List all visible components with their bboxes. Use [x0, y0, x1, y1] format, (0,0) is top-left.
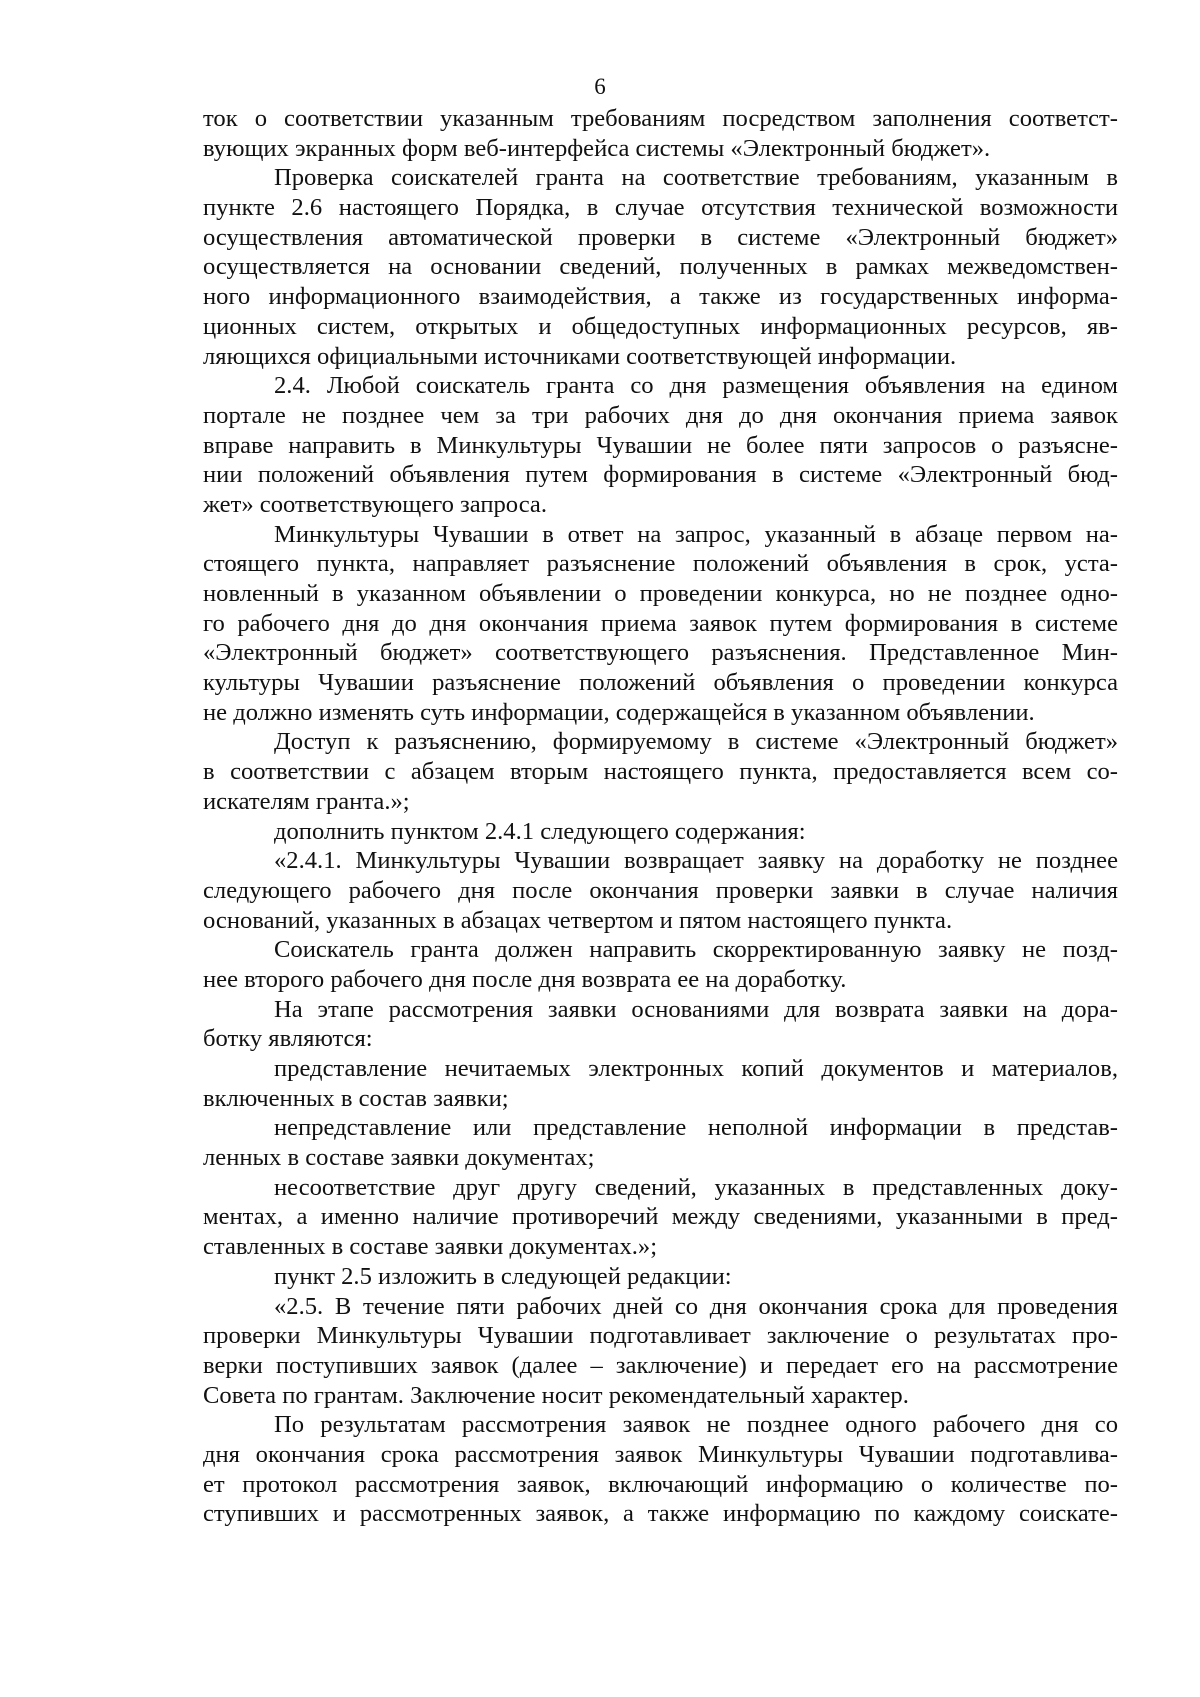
paragraph	[203, 520, 1118, 728]
paragraph	[203, 846, 1118, 935]
text-line: На этапе рассмотрения заявки основаниями для возврата заявки на дора-	[274, 995, 1118, 1023]
text-line: дополнить пунктом 2.4.1 следующего содержания:	[274, 817, 806, 845]
paragraph	[203, 935, 1118, 994]
text-line: ментах, а именно наличие противоречий между сведениями, указанными в пред-	[203, 1203, 1118, 1231]
text-line: проверки Минкультуры Чувашии подготавливает заключение о результатах про-	[203, 1322, 1118, 1350]
text-line: в соответствии с абзацем вторым настоящего пункта, предоставляется всем со-	[203, 758, 1118, 786]
text-line: несоответствие друг другу сведений, указанных в представленных доку-	[274, 1173, 1118, 1201]
text-line: ет протокол рассмотрения заявок, включающий информацию о количестве по-	[203, 1470, 1118, 1498]
text-line: представление нечитаемых электронных копий документов и материалов,	[274, 1055, 1118, 1082]
text-line: оснований, указанных в абзацах четвертом и пятом настоящего пункта.	[203, 906, 953, 934]
text-line: По результатам рассмотрения заявок не позднее одного рабочего дня со	[274, 1411, 1118, 1439]
text-line: жет» соответствующего запроса.	[203, 490, 547, 518]
text-line: «Электронный бюджет» соответствующего разъяснения. Представленное Мин-	[203, 639, 1118, 667]
paragraph	[203, 817, 1118, 847]
paragraph	[203, 104, 1118, 163]
text-line: портале не позднее чем за три рабочих дня до дня окончания приема заявок	[203, 401, 1118, 429]
text-line: нее второго рабочего дня после дня возврата ее на доработку.	[203, 965, 847, 993]
text-line: ного информационного взаимодействия, а также из государственных информа-	[203, 283, 1118, 311]
paragraph	[203, 1113, 1118, 1172]
text-line: верки поступивших заявок (далее – заключение) и передает его на рассмотрение	[203, 1351, 1118, 1379]
text-line: новленный в указанном объявлении о проведении конкурса, но не позднее одно-	[203, 580, 1118, 607]
paragraph	[203, 995, 1118, 1054]
text-line: Минкультуры Чувашии в ответ на запрос, указанный в абзаце первом на-	[274, 520, 1118, 548]
text-line: ляющихся официальными источниками соответствующей информации.	[203, 342, 957, 370]
text-line: пункте 2.6 настоящего Порядка, в случае отсутствия технической возможности	[203, 194, 1118, 222]
text-line: культуры Чувашии разъяснение положений объявления о проведении конкурса	[203, 669, 1118, 697]
text-line: осуществляется на основании сведений, полученных в рамках межведомствен-	[203, 253, 1118, 281]
paragraph	[203, 371, 1118, 519]
text-line: ток о соответствии указанным требованиям посредством заполнения соответст-	[203, 105, 1118, 132]
paragraph	[203, 163, 1118, 371]
text-line: не должно изменять суть информации, содержащейся в указанном объявлении.	[203, 698, 1035, 726]
page-number: 6	[594, 74, 606, 99]
paragraph	[203, 1410, 1118, 1529]
text-line: искателям гранта.»;	[203, 787, 410, 815]
paragraph	[203, 1262, 1118, 1292]
text-line: включенных в состав заявки;	[203, 1084, 509, 1112]
text-line: го рабочего дня до дня окончания приема заявок путем формирования в системе	[203, 609, 1118, 637]
text-line: стоящего пункта, направляет разъяснение положений объявления в срок, уста-	[203, 550, 1118, 578]
paragraph	[203, 1292, 1118, 1411]
text-line: следующего рабочего дня после окончания проверки заявки в случае наличия	[203, 876, 1118, 904]
text-line: пункт 2.5 изложить в следующей редакции:	[274, 1262, 732, 1290]
text-line: Доступ к разъяснению, формируемому в системе «Электронный бюджет»	[274, 728, 1118, 756]
text-line: Соискатель гранта должен направить скорректированную заявку не позд-	[274, 936, 1118, 964]
paragraph	[203, 1054, 1118, 1113]
text-line: ботку являются:	[203, 1025, 373, 1053]
text-line: вующих экранных форм веб-интерфейса системы «Электронный бюджет».	[203, 134, 991, 162]
text-line: «2.5. В течение пяти рабочих дней со дня окончания срока для проведения	[274, 1292, 1118, 1320]
text-line: непредставление или представление неполной информации в представ-	[274, 1114, 1118, 1142]
text-line: ступивших и рассмотренных заявок, а также информацию по каждому соискате-	[203, 1500, 1118, 1528]
text-line: Проверка соискателей гранта на соответствие требованиям, указанным в	[274, 164, 1118, 192]
text-line: осуществления автоматической проверки в системе «Электронный бюджет»	[203, 223, 1118, 251]
text-line: дня окончания срока рассмотрения заявок Минкультуры Чувашии подготавлива-	[203, 1440, 1118, 1468]
text-line: ционных систем, открытых и общедоступных информационных ресурсов, яв-	[203, 312, 1118, 340]
text-line: ставленных в составе заявки документах.»;	[203, 1233, 658, 1261]
paragraph	[203, 727, 1118, 816]
text-line: вправе направить в Минкультуры Чувашии не более пяти запросов о разъясне-	[203, 431, 1118, 459]
text-line: нии положений объявления путем формирования в системе «Электронный бюд-	[203, 461, 1118, 489]
paragraph	[203, 1173, 1118, 1262]
text-line: «2.4.1. Минкультуры Чувашии возвращает заявку на доработку не позднее	[274, 847, 1118, 875]
text-line: ленных в составе заявки документах;	[203, 1144, 595, 1172]
text-line: 2.4. Любой соискатель гранта со дня размещения объявления на едином	[274, 372, 1118, 400]
text-line: Совета по грантам. Заключение носит рекомендательный характер.	[203, 1381, 909, 1409]
document-body	[203, 104, 1118, 1529]
